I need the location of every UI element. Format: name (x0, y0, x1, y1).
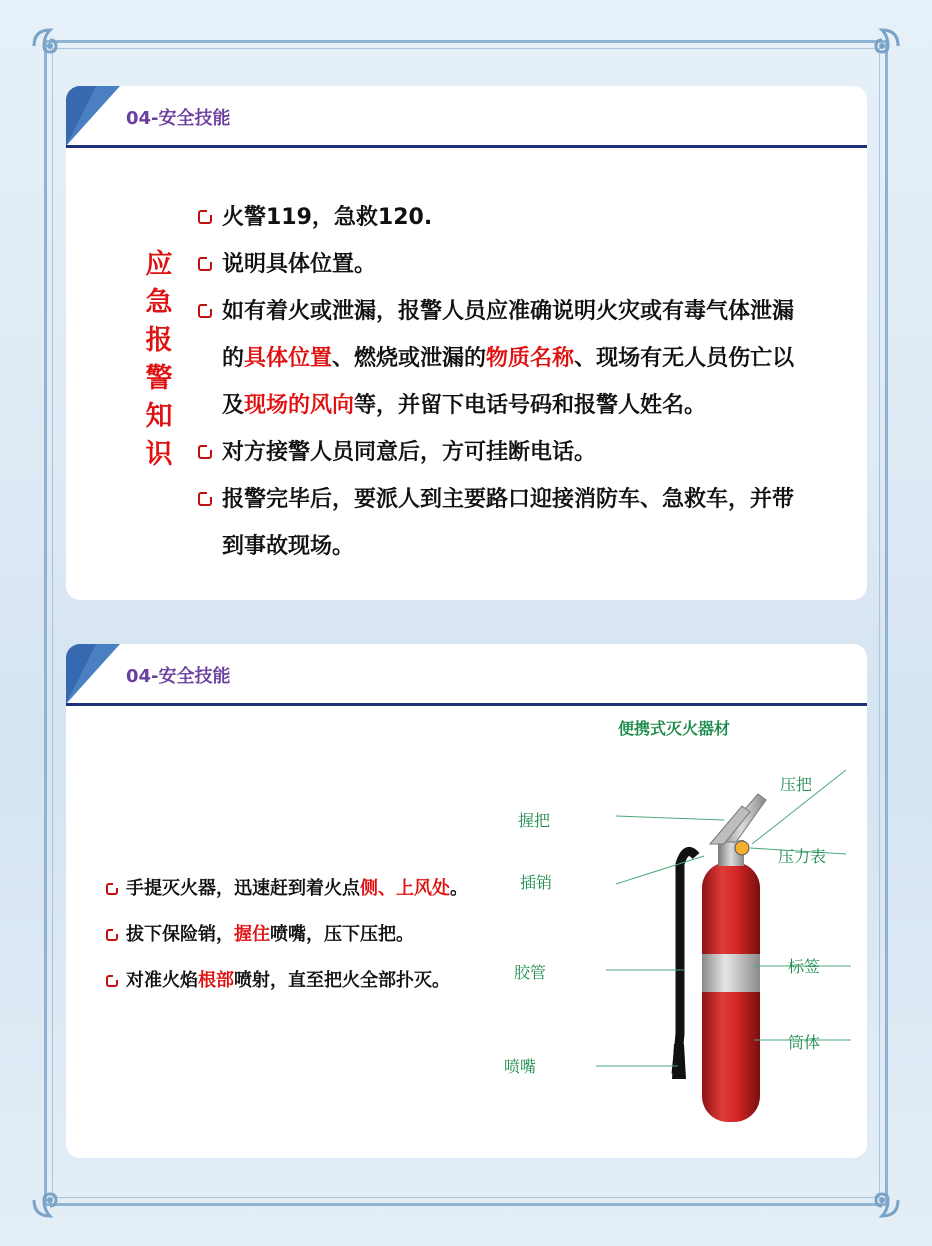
highlight-text: 现场的风向 (244, 393, 355, 418)
text-line (222, 429, 838, 476)
body-text: 的 (222, 346, 245, 371)
label-grip: 握把 (518, 811, 551, 830)
list-item (198, 476, 838, 570)
card-header (66, 644, 867, 706)
body-text: 手提灭火器，迅速赶到着火点 (126, 878, 360, 899)
body-text: 等，并留下电话号码和报警人姓名。 (354, 393, 707, 418)
checkbox-bullet-icon (198, 257, 212, 271)
label-pin: 插销 (520, 873, 553, 892)
card-header (66, 86, 867, 148)
section-title: 04-安全技能 (126, 666, 231, 687)
header-triangle-decoration (66, 644, 96, 704)
label-body: 筒体 (788, 1033, 821, 1052)
highlight-text: 握住 (234, 924, 270, 945)
body-text: 拔下保险销， (126, 924, 234, 945)
extinguisher-usage-card (66, 644, 867, 1158)
highlight-text: 根部 (198, 970, 234, 991)
corner-ornament-icon (862, 1180, 902, 1220)
list-item (198, 241, 838, 288)
body-text: 如有着火或泄漏，报警人员应准确说明火灾或有毒气体泄漏 (222, 299, 795, 324)
list-item (106, 912, 546, 958)
highlight-text: 具体位置 (244, 346, 333, 371)
emergency-alarm-card (66, 86, 867, 600)
label-gauge: 压力表 (778, 847, 827, 866)
side-title-char: 应 (145, 249, 173, 280)
header-underline (66, 703, 867, 706)
side-title-char: 知 (145, 401, 173, 432)
label-band (702, 954, 760, 992)
text-line (222, 241, 838, 288)
vertical-side-title (144, 246, 174, 474)
corner-ornament-icon (30, 26, 70, 66)
checkbox-bullet-icon (198, 304, 212, 318)
side-title-char: 报 (145, 325, 173, 356)
header-triangle-decoration (66, 86, 96, 146)
corner-ornament-icon (862, 26, 902, 66)
body-text: 。 (450, 878, 468, 899)
body-text: 报警完毕后，要派人到主要路口迎接消防车、急救车，并带 (222, 487, 795, 512)
body-text: 对准火焰 (126, 970, 198, 991)
label-hose: 胶管 (514, 963, 547, 982)
label-tag: 标签 (788, 957, 821, 976)
label-nozzle: 喷嘴 (504, 1057, 537, 1076)
text-line (222, 382, 838, 429)
checkbox-bullet-icon (106, 929, 118, 941)
list-item (106, 866, 546, 912)
text-line (222, 523, 838, 570)
body-text: 火警119，急救120. (222, 205, 433, 230)
checkbox-bullet-icon (198, 210, 212, 224)
body-text: 喷射，直至把火全部扑灭。 (234, 970, 450, 991)
gauge-shape (735, 841, 749, 855)
text-line (222, 288, 838, 335)
label-press-handle: 压把 (780, 775, 813, 794)
highlight-text: 物质名称 (486, 346, 575, 371)
list-item (106, 958, 546, 1004)
body-text: 、现场有无人员伤亡以 (574, 346, 795, 371)
checkbox-bullet-icon (106, 883, 118, 895)
body-text: 及 (222, 393, 245, 418)
checkbox-bullet-icon (198, 445, 212, 459)
side-title-char: 警 (145, 363, 173, 394)
side-title-char: 急 (145, 287, 173, 318)
extinguisher-steps-list (106, 866, 546, 1004)
body-text: 说明具体位置。 (222, 252, 377, 277)
list-item (198, 194, 838, 241)
body-text: 、燃烧或泄漏的 (332, 346, 487, 371)
section-title: 04-安全技能 (126, 108, 231, 129)
text-line (222, 476, 838, 523)
side-title-char: 识 (145, 439, 173, 470)
body-text: 喷嘴，压下压把。 (270, 924, 414, 945)
list-item (198, 429, 838, 476)
hose-shape (676, 852, 696, 1075)
fire-extinguisher-diagram (496, 744, 856, 1134)
diagram-title: 便携式灭火器材 (618, 719, 731, 738)
corner-ornament-icon (30, 1180, 70, 1220)
highlight-text: 侧、上风处 (360, 878, 450, 899)
body-text: 对方接警人员同意后，方可挂断电话。 (222, 440, 597, 465)
nozzle-shape (672, 1044, 686, 1079)
alarm-tips-list (198, 194, 838, 570)
text-line (222, 194, 838, 241)
header-underline (66, 145, 867, 148)
text-line (222, 335, 838, 382)
list-item (198, 288, 838, 429)
body-text: 到事故现场。 (222, 534, 355, 559)
checkbox-bullet-icon (106, 975, 118, 987)
checkbox-bullet-icon (198, 492, 212, 506)
